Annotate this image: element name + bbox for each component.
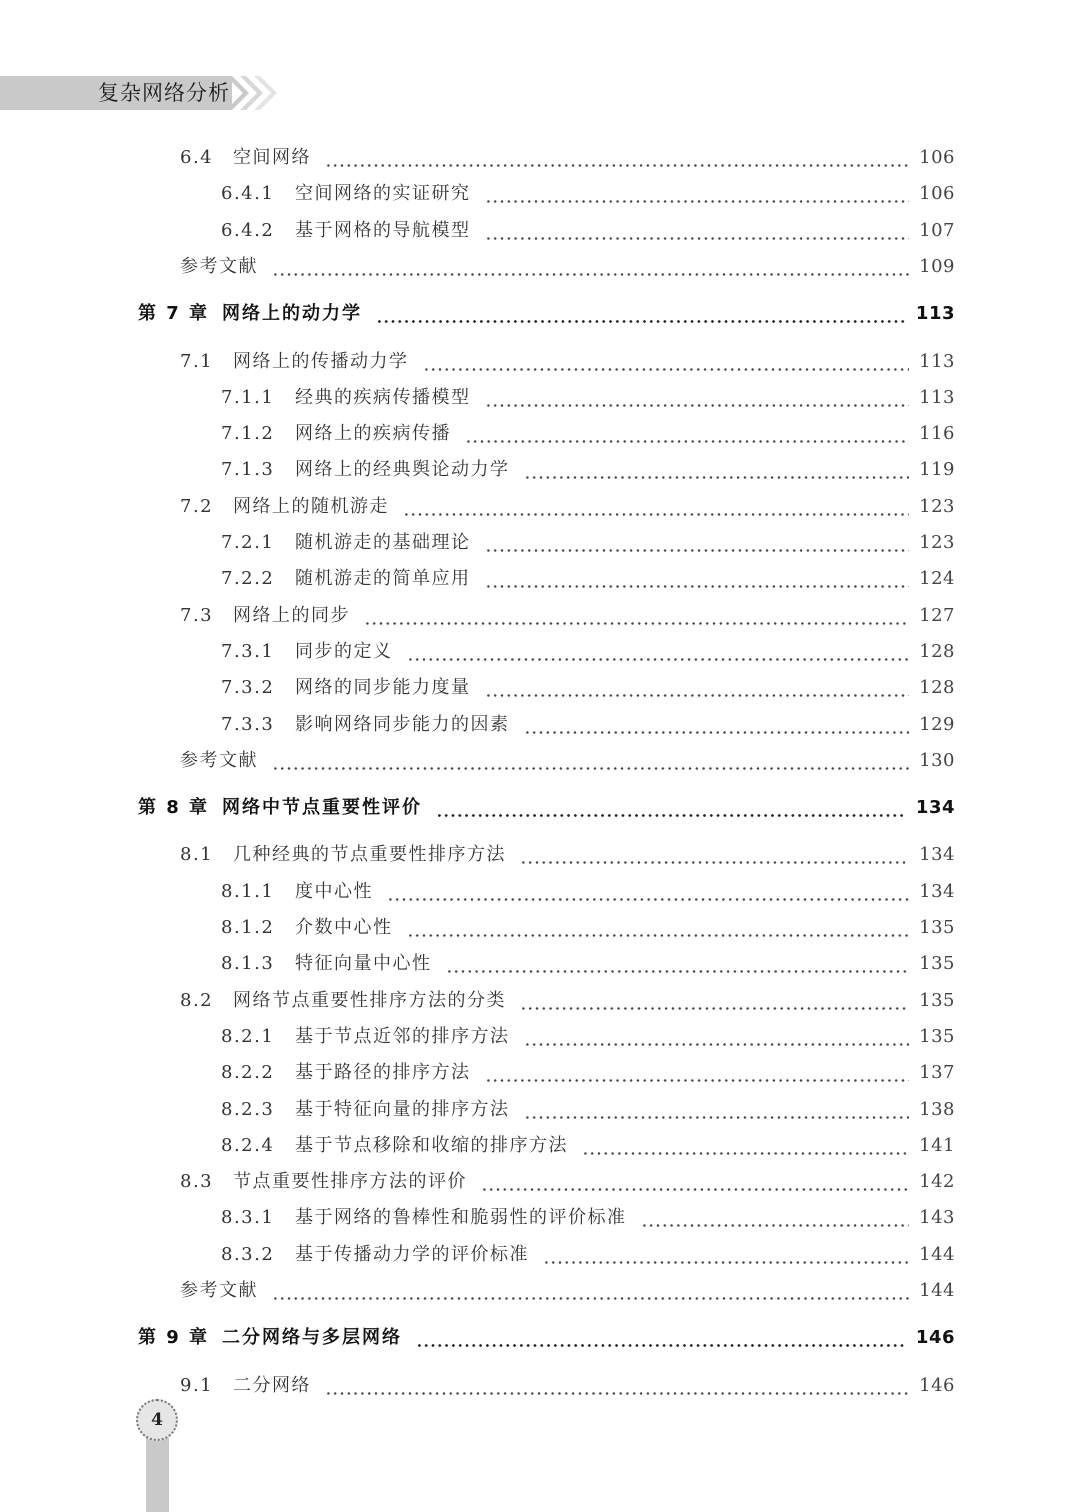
toc-page-number: 134 bbox=[919, 880, 955, 902]
dot-leader bbox=[446, 970, 909, 973]
dot-leader bbox=[403, 513, 909, 516]
toc-row[interactable] bbox=[0, 216, 1080, 246]
toc-entry-number: 8.2.1 bbox=[221, 1025, 275, 1047]
toc-row[interactable] bbox=[0, 1058, 1080, 1088]
page-number-badge: 4 bbox=[136, 1399, 178, 1441]
toc-page-number: 135 bbox=[919, 1025, 955, 1047]
dot-leader bbox=[423, 368, 909, 371]
toc-entry-number: 6.4.2 bbox=[221, 219, 275, 241]
toc-entry-title: 网络上的传播动力学 bbox=[233, 350, 409, 372]
dot-leader bbox=[272, 1297, 909, 1300]
dot-leader bbox=[485, 585, 909, 588]
dot-leader bbox=[325, 164, 909, 167]
toc-page-number: 128 bbox=[919, 640, 955, 662]
dot-leader bbox=[524, 1043, 909, 1046]
toc-row[interactable] bbox=[0, 949, 1080, 979]
toc-entry-title: 网络上的随机游走 bbox=[233, 495, 389, 517]
dot-leader bbox=[376, 320, 906, 323]
toc-entry-number: 7.1.1 bbox=[221, 386, 275, 408]
toc-row[interactable] bbox=[0, 1095, 1080, 1125]
toc-entry-title: 网络节点重要性排序方法的分类 bbox=[233, 989, 506, 1011]
toc-entry-title: 网络上的同步 bbox=[233, 604, 350, 626]
toc-entry-title: 几种经典的节点重要性排序方法 bbox=[233, 844, 506, 866]
dot-leader bbox=[524, 476, 909, 479]
toc-row[interactable] bbox=[0, 1276, 1080, 1306]
toc-row[interactable] bbox=[0, 986, 1080, 1016]
toc-entry-number: 8.2.4 bbox=[221, 1134, 275, 1156]
toc-entry-number: 9.1 bbox=[180, 1374, 214, 1396]
dot-leader bbox=[407, 658, 909, 661]
toc-entry-title: 参考文献 bbox=[180, 1280, 258, 1301]
toc-page-number: 127 bbox=[919, 604, 955, 626]
toc-entry-title: 二分网络与多层网络 bbox=[222, 1327, 402, 1349]
toc-entry-number: 7.3 bbox=[180, 604, 214, 626]
toc-page-number: 124 bbox=[919, 568, 955, 590]
toc-page-number: 138 bbox=[919, 1098, 955, 1120]
toc-row[interactable] bbox=[0, 252, 1080, 282]
chevron-right-icon bbox=[226, 76, 290, 110]
toc-entry-title: 网络上的疾病传播 bbox=[295, 423, 451, 445]
toc-row[interactable] bbox=[0, 913, 1080, 943]
toc-page-number: 113 bbox=[919, 386, 955, 408]
toc-row[interactable] bbox=[0, 179, 1080, 209]
toc-chapter-row[interactable] bbox=[0, 793, 1080, 823]
toc-entry-title: 空间网络 bbox=[233, 147, 311, 168]
toc-entry-number: 7.2.1 bbox=[221, 532, 275, 553]
toc-page-number: 123 bbox=[919, 532, 955, 553]
toc-page-number: 107 bbox=[919, 219, 955, 241]
toc-row[interactable] bbox=[0, 492, 1080, 522]
toc-entry-title: 基于特征向量的排序方法 bbox=[295, 1098, 510, 1120]
toc-row[interactable] bbox=[0, 564, 1080, 594]
dot-leader bbox=[543, 1261, 909, 1264]
book-title: 复杂网络分析 bbox=[98, 81, 230, 105]
dot-leader bbox=[524, 1116, 909, 1119]
dot-leader bbox=[641, 1224, 909, 1227]
toc-entry-number: 6.4.1 bbox=[221, 183, 275, 205]
toc-row[interactable] bbox=[0, 1371, 1080, 1401]
dot-leader bbox=[485, 1079, 909, 1082]
toc-entry-number: 第 7 章 bbox=[138, 303, 210, 325]
dot-leader bbox=[387, 898, 909, 901]
toc-entry-number: 6.4 bbox=[180, 147, 214, 168]
toc-row[interactable] bbox=[0, 1131, 1080, 1161]
toc-entry-title: 随机游走的简单应用 bbox=[295, 568, 471, 590]
toc-row[interactable] bbox=[0, 455, 1080, 485]
toc-entry-title: 基于网络的鲁棒性和脆弱性的评价标准 bbox=[295, 1207, 627, 1229]
toc-entry-title: 空间网络的实证研究 bbox=[295, 183, 471, 205]
toc-entry-number: 7.3.3 bbox=[221, 713, 275, 735]
dot-leader bbox=[481, 1188, 909, 1191]
toc-entry-title: 介数中心性 bbox=[295, 917, 393, 938]
dot-leader bbox=[520, 861, 909, 864]
dot-leader bbox=[364, 622, 909, 625]
dot-leader bbox=[272, 273, 909, 276]
toc-row[interactable] bbox=[0, 1022, 1080, 1052]
toc-page-number: 123 bbox=[919, 495, 955, 517]
toc-page-number: 135 bbox=[919, 953, 955, 975]
toc-entry-number: 8.1 bbox=[180, 844, 214, 866]
toc-row[interactable] bbox=[0, 528, 1080, 558]
toc-row[interactable] bbox=[0, 710, 1080, 740]
toc-entry-number: 8.3 bbox=[180, 1171, 214, 1193]
dot-leader bbox=[485, 549, 909, 552]
toc-entry-number: 7.1.3 bbox=[221, 459, 275, 481]
dot-leader bbox=[325, 1392, 909, 1395]
toc-entry-title: 同步的定义 bbox=[295, 640, 393, 662]
dot-leader bbox=[272, 767, 909, 770]
toc-entry-number: 7.1 bbox=[180, 350, 214, 372]
toc-page-number: 109 bbox=[919, 255, 955, 277]
dot-leader bbox=[407, 934, 909, 937]
toc-entry-title: 基于节点近邻的排序方法 bbox=[295, 1025, 510, 1047]
toc-page-number: 134 bbox=[919, 844, 955, 866]
toc-entry-title: 节点重要性排序方法的评价 bbox=[233, 1171, 467, 1193]
dot-leader bbox=[485, 404, 909, 407]
dot-leader bbox=[416, 1344, 906, 1347]
toc-page-number: 141 bbox=[919, 1134, 955, 1156]
toc-entry-number: 7.1.2 bbox=[221, 423, 275, 445]
footer-bar bbox=[146, 1436, 169, 1512]
toc-page-number: 144 bbox=[919, 1280, 955, 1301]
toc-chapter-row[interactable] bbox=[0, 1323, 1080, 1353]
toc-entry-number: 8.3.2 bbox=[221, 1243, 275, 1265]
toc-row[interactable] bbox=[0, 637, 1080, 667]
toc-entry-number: 7.2 bbox=[180, 495, 214, 517]
toc-page-number: 106 bbox=[919, 147, 955, 168]
dot-leader bbox=[465, 440, 909, 443]
toc-entry-title: 网络的同步能力度量 bbox=[295, 677, 471, 699]
dot-leader bbox=[436, 814, 906, 817]
toc-page-number: 144 bbox=[919, 1243, 955, 1265]
toc-page-number: 129 bbox=[919, 713, 955, 735]
toc-row[interactable] bbox=[0, 673, 1080, 703]
toc-entry-title: 影响网络同步能力的因素 bbox=[295, 713, 510, 735]
toc-entry-title: 网络上的经典舆论动力学 bbox=[295, 459, 510, 481]
toc-row[interactable] bbox=[0, 1167, 1080, 1197]
toc-entry-title: 参考文献 bbox=[180, 255, 258, 277]
toc-page-number: 128 bbox=[919, 677, 955, 699]
toc-page-number: 146 bbox=[915, 1327, 955, 1349]
toc-page-number: 135 bbox=[919, 989, 955, 1011]
toc-row[interactable] bbox=[0, 1203, 1080, 1233]
toc-entry-title: 度中心性 bbox=[295, 880, 373, 902]
toc-row[interactable] bbox=[0, 347, 1080, 377]
toc-page-number: 113 bbox=[915, 303, 955, 325]
toc-entry-title: 二分网络 bbox=[233, 1374, 311, 1396]
toc-entry-number: 8.2 bbox=[180, 989, 214, 1011]
toc-entry-number: 第 9 章 bbox=[138, 1327, 210, 1349]
toc-row[interactable] bbox=[0, 746, 1080, 776]
toc-page-number: 146 bbox=[919, 1374, 955, 1396]
dot-leader bbox=[485, 694, 909, 697]
dot-leader bbox=[582, 1152, 909, 1155]
toc-entry-number: 第 8 章 bbox=[138, 797, 210, 819]
toc-row[interactable] bbox=[0, 419, 1080, 449]
toc-row[interactable] bbox=[0, 1240, 1080, 1270]
toc-entry-title: 基于节点移除和收缩的排序方法 bbox=[295, 1134, 568, 1156]
toc-entry-number: 8.2.2 bbox=[221, 1062, 275, 1084]
dot-leader bbox=[485, 200, 909, 203]
toc-entry-number: 8.2.3 bbox=[221, 1098, 275, 1120]
toc-entry-number: 8.1.2 bbox=[221, 917, 275, 938]
toc-page-number: 142 bbox=[919, 1171, 955, 1193]
dot-leader bbox=[485, 237, 909, 240]
toc-entry-number: 7.2.2 bbox=[221, 568, 275, 590]
toc-entry-title: 网络上的动力学 bbox=[222, 303, 362, 325]
toc-row[interactable] bbox=[0, 840, 1080, 870]
toc-page-number: 130 bbox=[919, 749, 955, 771]
toc-chapter-row[interactable] bbox=[0, 299, 1080, 329]
toc-entry-title: 特征向量中心性 bbox=[295, 953, 432, 975]
toc-page-number: 134 bbox=[915, 797, 955, 819]
toc-page-number: 137 bbox=[919, 1062, 955, 1084]
toc-entry-title: 基于网格的导航模型 bbox=[295, 219, 471, 241]
toc-page-number: 113 bbox=[919, 350, 955, 372]
dot-leader bbox=[520, 1007, 909, 1010]
toc-row[interactable] bbox=[0, 877, 1080, 907]
toc-row[interactable] bbox=[0, 143, 1080, 173]
toc-page-number: 143 bbox=[919, 1207, 955, 1229]
toc-entry-title: 基于路径的排序方法 bbox=[295, 1062, 471, 1084]
toc-page-number: 135 bbox=[919, 917, 955, 938]
dot-leader bbox=[524, 731, 909, 734]
toc-entry-title: 网络中节点重要性评价 bbox=[222, 797, 422, 819]
toc-row[interactable] bbox=[0, 383, 1080, 413]
toc-entry-number: 7.3.1 bbox=[221, 640, 275, 662]
toc-page-number: 119 bbox=[919, 459, 955, 481]
toc-entry-number: 8.3.1 bbox=[221, 1207, 275, 1229]
toc-entry-title: 随机游走的基础理论 bbox=[295, 532, 471, 553]
toc-page-number: 116 bbox=[919, 423, 955, 445]
toc-entry-title: 参考文献 bbox=[180, 749, 258, 771]
toc-entry-number: 8.1.1 bbox=[221, 880, 275, 902]
toc-page-number: 106 bbox=[919, 183, 955, 205]
toc-entry-title: 经典的疾病传播模型 bbox=[295, 386, 471, 408]
toc-entry-number: 8.1.3 bbox=[221, 953, 275, 975]
toc-entry-number: 7.3.2 bbox=[221, 677, 275, 699]
toc-entry-title: 基于传播动力学的评价标准 bbox=[295, 1243, 529, 1265]
toc-row[interactable] bbox=[0, 601, 1080, 631]
